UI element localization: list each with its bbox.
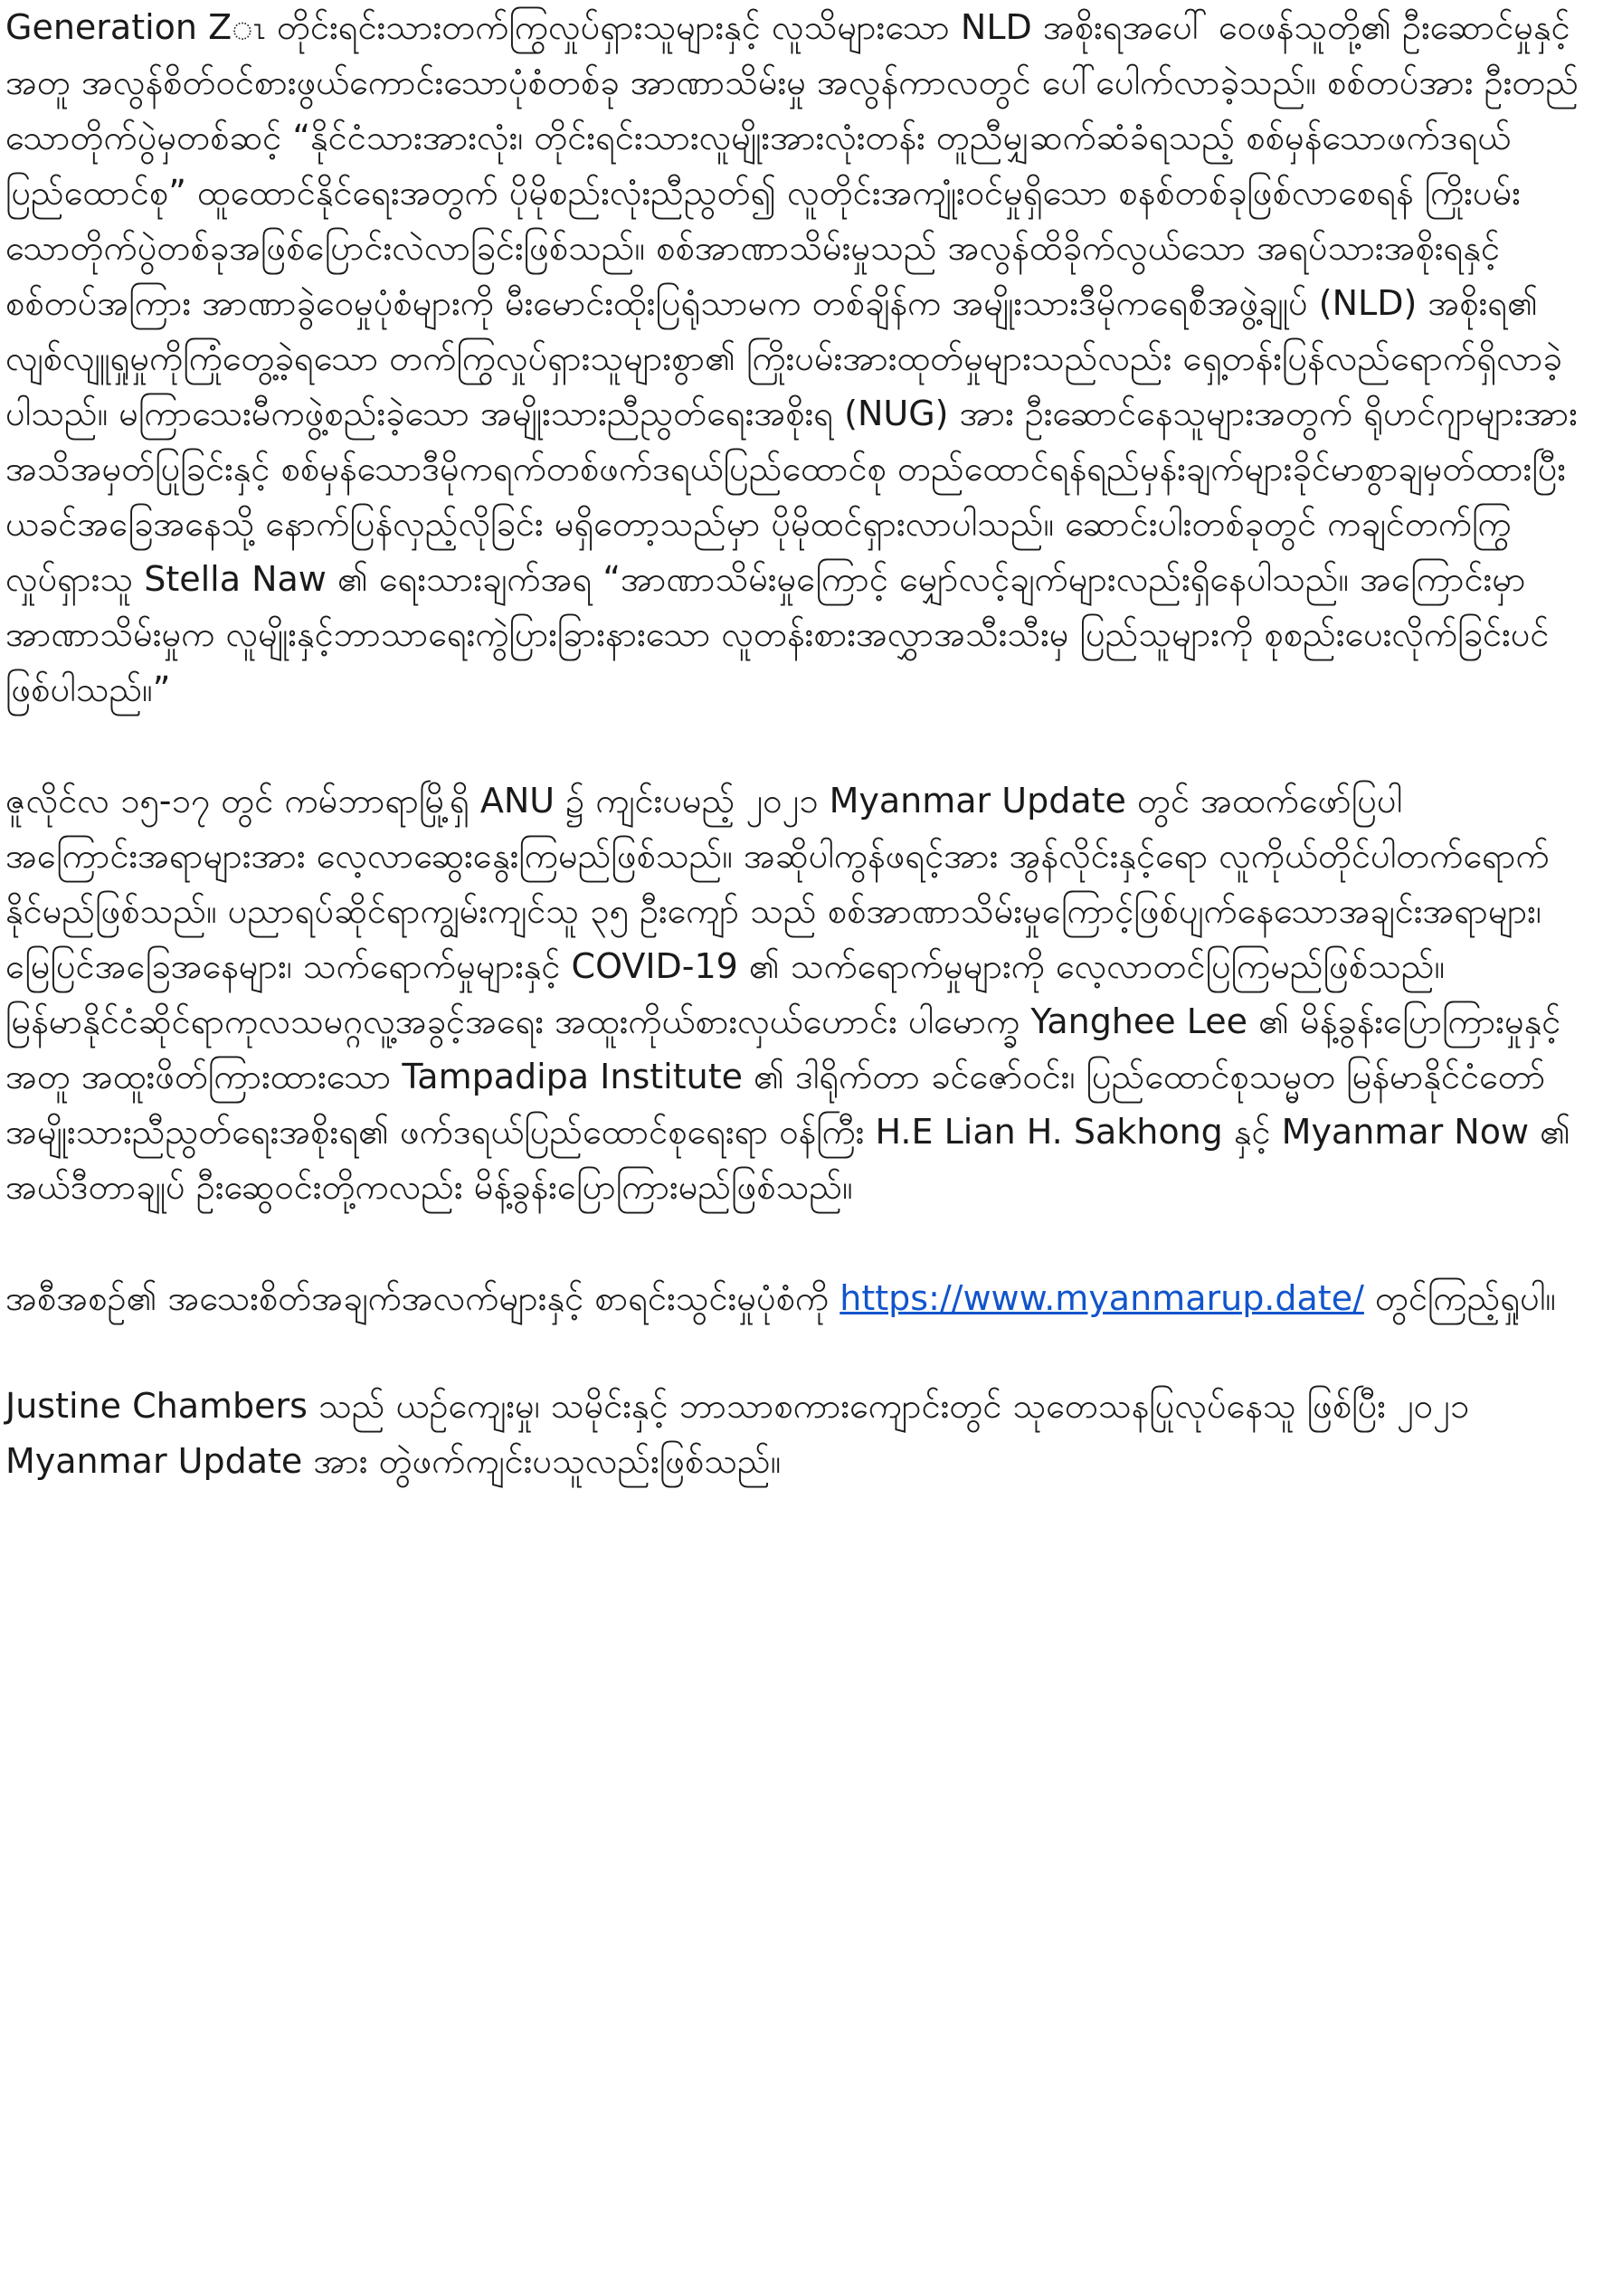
registration-link[interactable]: https://www.myanmarup.date/ (839, 1278, 1364, 1318)
registration-text-end: တွင်ကြည့်ရှုပါ။ (1363, 1278, 1556, 1318)
paragraph-intro: Generation Zၤ တိုင်းရင်းသားတက်ကြွလှုပ်ရှားသူများနှင့် လူသိများသော NLD အစိုးရအပေါ် ဝေဖန်သူတို့၏ ဦးဆောင်မှုနှင့်အတူ အလွန်စိတ်ဝင်စားဖွယ်ကောင်းသောပုံစံတစ်ခု အာဏာသိမ်းမှု အလွန်ကာလတွင် ပေါ်ပေါက်လာခဲ့သည်။ စစ်တပ်အား ဦးတည်သောတိုက်ပွဲမှတစ်ဆင့် “နိုင်ငံသားအားလုံး၊ တိုင်းရင်းသားလူမျိုးအားလုံးတန်း တူညီမျှဆက်ဆံခံရသည့် စစ်မှန်သောဖက်ဒရယ်ပြည်ထောင်စု” ထူထောင်နိုင်ရေးအတွက် ပိုမိုစည်းလုံးညီညွတ်၍ လူတိုင်းအကျုံးဝင်မှုရှိသော စနစ်တစ်ခုဖြစ်လာစေရန် ကြိုးပမ်းသောတိုက်ပွဲတစ်ခုအဖြစ်ပြောင်းလဲလာခြင်းဖြစ်သည်။ စစ်အာဏာသိမ်းမှုသည် အလွန်ထိခိုက်လွယ်သော အရပ်သားအစိုးရနှင့် စစ်တပ်အကြား အာဏာခွဲဝေမှုပုံစံများကို မီးမောင်းထိုးပြရုံသာမက တစ်ချိန်က အမျိုးသားဒီမိုကရေစီအဖွဲ့ချုပ် (NLD) အစိုးရ၏ လျစ်လျူရှုမှုကိုကြုံတွေ့ခဲ့ရသော တက်ကြွလှုပ်ရှားသူများစွာ၏ ကြိုးပမ်းအားထုတ်မှုများသည်လည်း ရှေ့တန်းပြန်လည်ရောက်ရှိလာခဲ့ပါသည်။ မကြာသေးမီကဖွဲ့စည်းခဲ့သော အမျိုးသားညီညွတ်ရေးအစိုးရ (NUG) အား ဦးဆောင်နေသူများအတွက် ရိုဟင်ဂျာများအားအသိအမှတ်ပြုခြင်းနှင့် စစ်မှန်သောဒီမိုကရက်တစ်ဖက်ဒရယ်ပြည်ထောင်စု တည်ထောင်ရန်ရည်မှန်းချက်များခိုင်မာစွာချမှတ်ထားပြီး ယခင်အခြေအနေသို့ နောက်ပြန်လှည့်လိုခြင်း မရှိတော့သည်မှာ ပိုမိုထင်ရှားလာပါသည်။ ဆောင်းပါးတစ်ခုတွင် ကချင်တက်ကြွလှုပ်ရှားသူ Stella Naw ၏ ရေးသားချက်အရ “အာဏာသိမ်းမှုကြောင့် မျှော်လင့်ချက်များလည်းရှိနေပါသည်။ အကြောင်းမှာ အာဏာသိမ်းမှုက လူမျိုးနှင့်ဘာသာရေးကွဲပြားခြားနားသော လူတန်းစားအလွှာအသီးသီးမှ ပြည်သူများကို စုစည်းပေးလိုက်ခြင်းပင်ဖြစ်ပါသည်။” (5, 7, 1579, 709)
paragraph-spacer (5, 1326, 1585, 1379)
paragraph-spacer (5, 1215, 1585, 1271)
paragraph-author: Justine Chambers သည် ယဉ်ကျေးမှု၊ သမိုင်းနှင့် ဘာသာစကားကျောင်းတွင် သုတေသနပြုလုပ်နေသူ ဖြစ်ပြီး ၂၀၂၁ Myanmar Update အား တွဲဖက်ကျင်းပသူလည်းဖြစ်သည်။ (5, 1386, 1470, 1481)
paragraph-registration (5, 1271, 1585, 1326)
paragraph-spacer (5, 717, 1585, 773)
registration-text: အစီအစဉ်၏ အသေးစိတ်အချက်အလက်များနှင့် စာရင်းသွင်းမှုပုံစံကို (5, 1278, 840, 1318)
paragraph-conference: ဇူလိုင်လ ၁၅-၁၇ တွင် ကမ်ဘာရာမြို့ရှိ ANU ၌ ကျင်းပမည့် ၂၀၂၁ Myanmar Update တွင် အထက်ဖော်ပြပါအကြောင်းအရာများအား လေ့လာဆွေးနွေးကြမည်ဖြစ်သည်။ အဆိုပါကွန်ဖရင့်အား အွန်လိုင်းနှင့်ရော လူကိုယ်တိုင်ပါတက်ရောက်နိုင်မည်ဖြစ်သည်။ ပညာရပ်ဆိုင်ရာကျွမ်းကျင်သူ ၃၅ ဦးကျော် သည် စစ်အာဏာသိမ်းမှုကြောင့်ဖြစ်ပျက်နေသောအချင်းအရာများ၊ မြေပြင်အခြေအနေများ၊ သက်ရောက်မှုများနှင့် COVID-19 ၏ သက်ရောက်မှုများကို လေ့လာတင်ပြကြမည်ဖြစ်သည်။ မြန်မာနိုင်ငံဆိုင်ရာကုလသမဂ္ဂလူ့အခွင့်အရေး အထူးကိုယ်စားလှယ်ဟောင်း ပါမောက္ခ Yanghee Lee ၏ မိန့်ခွန်းပြောကြားမှုနှင့်အတူ အထူးဖိတ်ကြားထားသော Tampadipa Institute ၏ ဒါရိုက်တာ ခင်ဇော်ဝင်း၊ ပြည်ထောင်စုသမ္မတ မြန်မာနိုင်ငံတော် အမျိုးသားညီညွတ်ရေးအစိုးရ၏ ဖက်ဒရယ်ပြည်ထောင်စုရေးရာ ဝန်ကြီး H.E Lian H. Sakhong နှင့် Myanmar Now ၏ အယ်ဒီတာချုပ် ဦးဆွေဝင်းတို့ကလည်း မိန့်ခွန်းပြောကြားမည်ဖြစ်သည်။ (5, 781, 1570, 1207)
